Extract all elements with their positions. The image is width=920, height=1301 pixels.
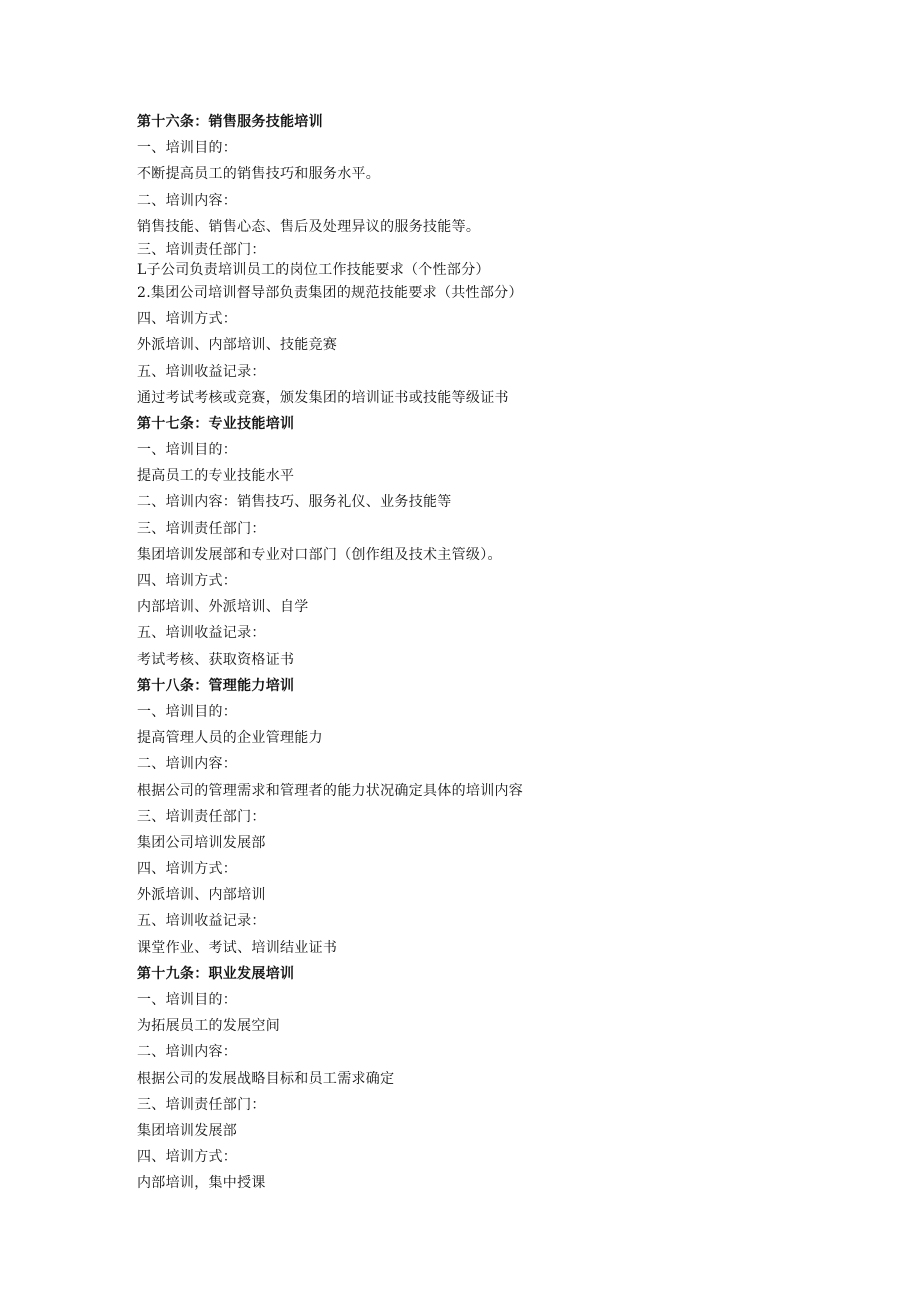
section-17-method-label: 四、培训方式： xyxy=(137,573,238,589)
section-17-purpose-label: 一、培训目的： xyxy=(137,442,238,459)
section-17-dept-text: 集团培训发展部和专业对口部门（创作组及技术主管级）。 xyxy=(137,546,502,563)
section-17-record-text: 考试考核、获取资格证书 xyxy=(137,651,295,668)
section-16-method-label: 四、培训方式： xyxy=(137,311,238,328)
section-17-dept-label: 三、培训责任部门： xyxy=(137,520,266,537)
section-17-record-label: 五、培训收益记录： xyxy=(137,625,266,642)
section-16-record-text: 通过考试考核或竞赛，颁发集团的培训证书或技能等级证书 xyxy=(137,389,509,406)
section-18-purpose-label: 一、培训目的： xyxy=(137,703,238,720)
section-18-purpose-text: 提高管理人员的企业管理能力 xyxy=(137,730,323,747)
section-17-content: 二、培训内容：销售技巧、服务礼仪、业务技能等 xyxy=(137,494,452,511)
section-17-purpose-text: 提高员工的专业技能水平 xyxy=(137,468,295,485)
section-16-content-text: 销售技能、销售心态、售后及处理异议的服务技能等。 xyxy=(137,218,481,235)
section-16-content-label: 二、培训内容： xyxy=(137,192,238,209)
section-19-content-label: 二、培训内容： xyxy=(137,1044,238,1061)
section-18-dept-text: 集团公司培训发展部 xyxy=(137,834,266,851)
section-18-content-label: 二、培训内容： xyxy=(137,756,238,773)
section-19-dept-label: 三、培训责任部门： xyxy=(137,1096,266,1113)
section-16-dept-label: 三、培训责任部门： xyxy=(137,241,266,258)
section-16-purpose-label: 一、培训目的： xyxy=(137,140,238,157)
section-heading-18: 第十八条：管理能力培训 xyxy=(137,677,295,694)
section-18-dept-label: 三、培训责任部门： xyxy=(137,808,266,825)
section-19-purpose-label: 一、培训目的： xyxy=(137,992,238,1008)
section-19-dept-text: 集团培训发展部 xyxy=(137,1122,238,1139)
section-19-content-text: 根据公司的发展战略目标和员工需求确定 xyxy=(137,1070,395,1087)
section-19-method-label: 四、培训方式： xyxy=(137,1149,238,1166)
section-16-dept-item-1: L子公司负责培训员工的岗位工作技能要求（个性部分） xyxy=(137,261,490,278)
section-16-method-text: 外派培训、内部培训、技能竞赛 xyxy=(137,337,338,354)
section-19-method-text: 内部培训，集中授课 xyxy=(137,1175,266,1192)
section-19-purpose-text: 为拓展员工的发展空间 xyxy=(137,1018,280,1035)
section-16-purpose-text: 不断提高员工的销售技巧和服务水平。 xyxy=(137,166,381,183)
section-18-content-text: 根据公司的管理需求和管理者的能力状况确定具体的培训内容 xyxy=(137,782,524,799)
section-18-record-label: 五、培训收益记录： xyxy=(137,913,266,930)
section-16-dept-item-2: 2.集团公司培训督导部负责集团的规范技能要求（共性部分） xyxy=(137,284,523,301)
section-18-record-text: 课堂作业、考试、培训结业证书 xyxy=(137,939,338,956)
section-heading-17: 第十七条：专业技能培训 xyxy=(137,415,295,432)
section-heading-19: 第十九条：职业发展培训 xyxy=(137,965,295,982)
section-17-method-text: 内部培训、外派培训、自学 xyxy=(137,599,309,616)
section-18-method-text: 外派培训、内部培训 xyxy=(137,887,266,904)
section-18-method-label: 四、培训方式： xyxy=(137,861,238,878)
section-heading-16: 第十六条：销售服务技能培训 xyxy=(137,114,323,130)
section-16-record-label: 五、培训收益记录： xyxy=(137,363,266,380)
document-body xyxy=(137,109,837,1197)
